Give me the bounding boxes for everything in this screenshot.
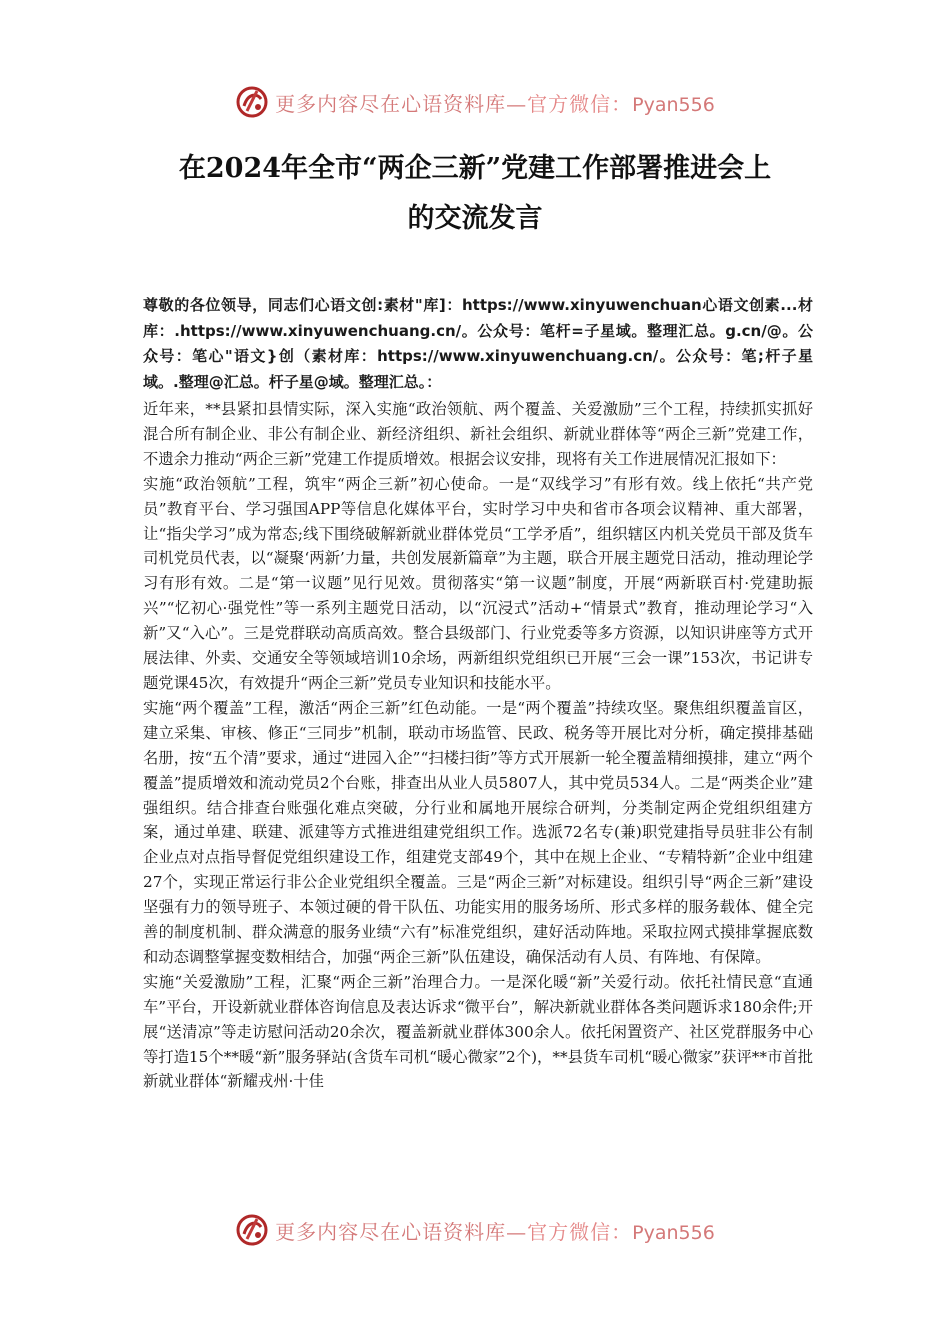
banner-text xyxy=(275,1216,715,1245)
salutation: 尊敬的各位领导，同志们心语文创:素材"库]：https://www.xinyuwenchuan心语文创素...材库：.https://www.xinyuwenchuang.cn/。公众号：笔杆=子星域。整理汇总。g.cn/@。公众号：笔心"语文}创（素材库：https://www.xinyuwenchuang.cn/。公众号：笔;杆子星域。.整理@汇总。杆子星@域。整理汇总。： xyxy=(143,296,813,391)
banner-label: 官方微信： xyxy=(527,1219,633,1244)
paragraph-political-leadership: 实施“政治领航”工程，筑牢“两企三新”初心使命。一是“双线学习”有形有效。线上依托“共产党员”教育平台、学习强国APP等信息化媒体平台，实时学习中央和省市各项会议精神、重大部署，让“指尖学习”成为常态;线下围绕破解新就业群体党员“工学矛盾”，组织辖区内机关党员干部及货车司机党员代表，以“凝聚‘两新’力量，共创发展新篇章”为主题，联合开展主题党日活动，推动理论学习有形有效。二是“第一议题”见行见效。贯彻落实“第一议题”制度，开展“两新联百村·党建助振兴”“忆初心·强党性”等一系列主题党日活动，以“沉浸式”活动+“情景式”教育，推动理论学习“入新”又“入心”。三是党群联动高质高效。整合县级部门、行业党委等多方资源，以知识讲座等方式开展法律、外卖、交通安全等领域培训10余场，两新组织党组织已开展“三会一课”153次，书记讲专题党课45次，有效提升“两企三新”党员专业知识和技能水平。 xyxy=(143,474,813,692)
footer-banner xyxy=(0,1208,950,1252)
header-banner xyxy=(0,80,950,124)
banner-label: 官方微信： xyxy=(527,91,633,116)
banner-wechat-id: Pyan556 xyxy=(632,93,715,116)
title-line-2: 的交流发言 xyxy=(407,203,543,234)
paragraph-two-coverage: 实施“两个覆盖”工程，激活“两企三新”红色动能。一是“两个覆盖”持续攻坚。聚焦组织覆盖盲区，建立采集、审核、修正“三同步”机制，联动市场监管、民政、税务等开展比对分析，确定摸排基础名册，按“五个清”要求，通过“进园入企”“扫楼扫街”等方式开展新一轮全覆盖精细摸排，建立“两个覆盖”提质增效和流动党员2个台账，排查出从业人员5807人，其中党员534人。二是“两类企业”建强组织。结合排查台账强化难点突破，分行业和属地开展综合研判，分类制定两企党组织组建方案，通过单建、联建、派建等方式推进组建党组织工作。选派72名专(兼)职党建指导员驻非公有制企业点对点指导督促党组织建设工作，组建党支部49个，其中在规上企业、“专精特新”企业中组建27个，实现正常运行非公企业党组织全覆盖。三是“两企三新”对标建设。组织引导“两企三新”建设坚强有力的领导班子、本领过硬的骨干队伍、功能实用的服务场所、形式多样的服务载体、健全完善的制度机制、群众满意的服务业绩“六有”标准党组织，建好活动阵地。采取拉网式摸排掌握底数和动态调整掌握变数相结合，加强“两企三新”队伍建设，确保活动有人员、有阵地、有保障。 xyxy=(143,698,813,966)
banner-slogan: 更多内容尽在心语资料库 xyxy=(275,1219,507,1244)
banner-wechat-id: Pyan556 xyxy=(632,1221,715,1244)
xinyu-logo-icon xyxy=(235,85,269,119)
banner-text xyxy=(275,88,715,117)
title-line-1: 在2024年全市“两企三新”党建工作部署推进会上 xyxy=(178,153,772,184)
paragraph-care-incentive: 实施“关爱激励”工程，汇聚“两企三新”治理合力。一是深化暖“新”关爱行动。依托社情民意“直通车”平台，开设新就业群体咨询信息及表达诉求“微平台”，解决新就业群体各类问题诉求180余件;开展“送清凉”等走访慰问活动20余次，覆盖新就业群体300余人。依托闲置资产、社区党群服务中心等打造15个**暖“新”服务驿站(含货车司机“暖心微家”2个)，**县货车司机“暖心微家”获评**市首批新就业群体“新耀戎州·十佳 xyxy=(143,972,813,1091)
banner-slogan: 更多内容尽在心语资料库 xyxy=(275,91,507,116)
document-body xyxy=(143,293,813,1094)
paragraph-intro: 近年来，**县紧扣县情实际，深入实施“政治领航、两个覆盖、关爱激励”三个工程，持续抓实抓好混合所有制企业、非公有制企业、新经济组织、新社会组织、新就业群体等“两企三新”党建工作，不遗余力推动“两企三新”党建工作提质增效。根据会议安排，现将有关工作进展情况汇报如下： xyxy=(143,400,813,468)
xinyu-logo-icon xyxy=(235,1213,269,1247)
banner-dash: — xyxy=(506,91,528,116)
document-title xyxy=(120,144,830,244)
banner-dash: — xyxy=(506,1219,528,1244)
